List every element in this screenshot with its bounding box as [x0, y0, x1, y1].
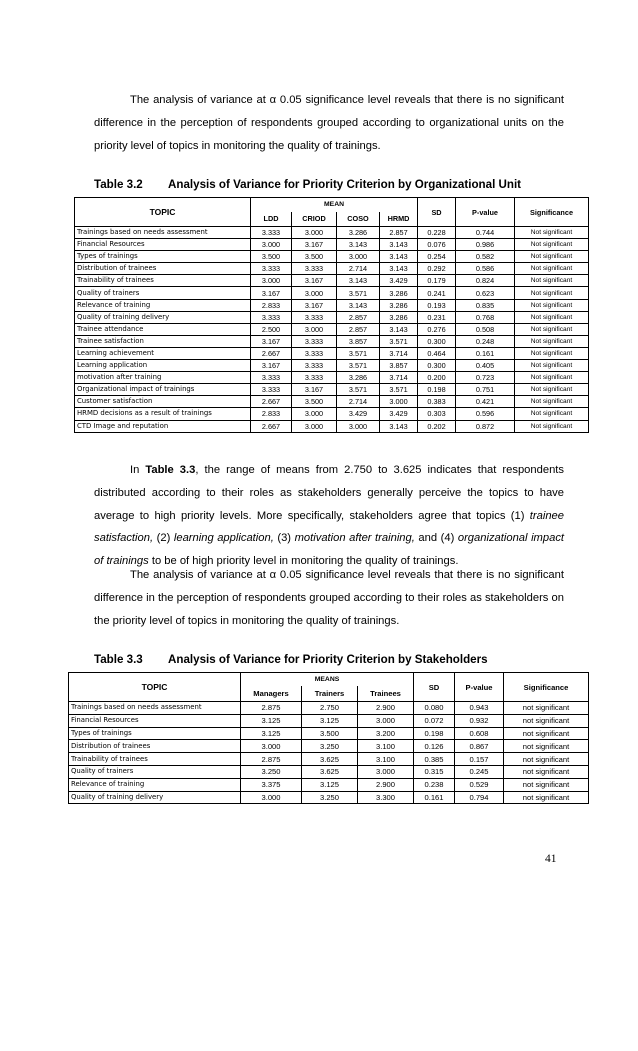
- mean-cell: 3.167: [251, 335, 292, 347]
- significance-cell: Not significant: [515, 408, 589, 420]
- mean-cell: 3.143: [337, 239, 380, 251]
- table-row: [69, 727, 589, 740]
- mean-cell: 2.875: [241, 753, 302, 766]
- sd-cell: 0.385: [414, 753, 455, 766]
- mean-group-header: MEAN: [251, 198, 418, 212]
- mean-cell: 3.143: [380, 323, 418, 335]
- significance-cell: Not significant: [515, 396, 589, 408]
- paragraph-anova-stakeholders: [94, 564, 564, 632]
- p-value-cell: 0.161: [456, 347, 515, 359]
- mean-cell: 3.333: [292, 360, 337, 372]
- topic-cell: Trainings based on needs assessment: [75, 227, 251, 239]
- p-value-cell: 0.421: [456, 396, 515, 408]
- table-row: [69, 702, 589, 715]
- topic-cell: Quality of training delivery: [69, 791, 241, 804]
- mean-cell: 3.000: [292, 287, 337, 299]
- mean-cell: 3.000: [358, 765, 414, 778]
- mean-cell: 3.500: [251, 251, 292, 263]
- mean-cell: 2.857: [337, 323, 380, 335]
- mean-cell: 3.429: [337, 408, 380, 420]
- topic-cell: Distribution of trainees: [69, 740, 241, 753]
- mean-cell: 3.857: [337, 335, 380, 347]
- topic-cell: motivation after training: [75, 372, 251, 384]
- significance-cell: not significant: [504, 714, 589, 727]
- sd-cell: 0.300: [418, 335, 456, 347]
- mean-cell: 3.167: [251, 287, 292, 299]
- mean-cell: 3.167: [251, 360, 292, 372]
- mean-cell: 3.167: [292, 384, 337, 396]
- mean-cell: 2.667: [251, 420, 292, 432]
- mean-cell: 3.143: [380, 263, 418, 275]
- significance-cell: Not significant: [515, 299, 589, 311]
- paragraph-anova-org-unit: [94, 89, 564, 157]
- significance-cell: Not significant: [515, 239, 589, 251]
- topic-cell: Distribution of trainees: [75, 263, 251, 275]
- means-group-header: MEANS: [241, 673, 414, 686]
- topic-cell: Trainability of trainees: [69, 753, 241, 766]
- mean-cell: 3.333: [251, 311, 292, 323]
- topic-cell: Financial Resources: [75, 239, 251, 251]
- p-value-cell: 0.245: [455, 765, 504, 778]
- topic-learning-application: learning application,: [173, 532, 274, 545]
- mean-cell: 3.857: [380, 360, 418, 372]
- sd-cell: 0.161: [414, 791, 455, 804]
- significance-cell: Not significant: [515, 275, 589, 287]
- mean-cell: 3.333: [251, 227, 292, 239]
- paragraph-2-text-c: (3): [273, 532, 295, 545]
- topic-cell: Quality of trainers: [69, 765, 241, 778]
- significance-cell: Not significant: [515, 311, 589, 323]
- mean-cell: 3.375: [241, 778, 302, 791]
- significance-cell: Not significant: [515, 372, 589, 384]
- table-number: Table 3.2: [94, 178, 143, 191]
- mean-cell: 3.571: [337, 347, 380, 359]
- mean-cell: 3.333: [251, 263, 292, 275]
- mean-cell: 3.143: [337, 275, 380, 287]
- mean-cell: 3.571: [337, 287, 380, 299]
- p-value-cell: 0.723: [456, 372, 515, 384]
- p-value-cell: 0.586: [456, 263, 515, 275]
- mean-cell: 3.286: [337, 227, 380, 239]
- table-row: [69, 753, 589, 766]
- sd-cell: 0.198: [418, 384, 456, 396]
- mean-cell: 3.571: [337, 360, 380, 372]
- mean-cell: 3.714: [380, 347, 418, 359]
- mean-cell: 2.667: [251, 347, 292, 359]
- topic-cell: Customer satisfaction: [75, 396, 251, 408]
- significance-cell: Not significant: [515, 335, 589, 347]
- significance-cell: Not significant: [515, 251, 589, 263]
- mean-cell: 3.143: [380, 420, 418, 432]
- table-row: [69, 714, 589, 727]
- table-row: [75, 311, 589, 323]
- sd-cell: 0.300: [418, 360, 456, 372]
- table-3-2: [74, 197, 589, 433]
- mean-cell: 2.714: [337, 263, 380, 275]
- mean-cell: 3.286: [380, 287, 418, 299]
- significance-cell: not significant: [504, 740, 589, 753]
- mean-cell: 3.167: [292, 275, 337, 287]
- mean-cell: 2.500: [251, 323, 292, 335]
- mean-cell: 2.857: [337, 311, 380, 323]
- mean-cell: 2.714: [337, 396, 380, 408]
- table-title: Analysis of Variance for Priority Criterion by Organizational Unit: [168, 178, 522, 191]
- mean-cell: 3.167: [292, 239, 337, 251]
- sd-cell: 0.292: [418, 263, 456, 275]
- mean-cell: 3.500: [302, 727, 358, 740]
- p-value-cell: 0.943: [455, 702, 504, 715]
- sd-cell: 0.076: [418, 239, 456, 251]
- mean-cell: 3.143: [380, 239, 418, 251]
- sd-header: SD: [418, 198, 456, 227]
- sd-cell: 0.238: [414, 778, 455, 791]
- topic-trainee-satisfaction: trainee satisfaction,: [94, 509, 564, 545]
- mean-cell: 3.000: [337, 420, 380, 432]
- p-value-cell: 0.744: [456, 227, 515, 239]
- sd-cell: 0.241: [418, 287, 456, 299]
- col-trainers-header: Trainers: [302, 686, 358, 702]
- col-coso-header: COSO: [337, 212, 380, 227]
- p-value-cell: 0.582: [456, 251, 515, 263]
- paragraph-3-text: The analysis of variance at α 0.05 significance level reveals that there is no significant difference in the perception of respondents grouped according to their roles as stakeholders on the priority level of topics in monitoring the quality of trainings.: [94, 569, 564, 627]
- mean-cell: 3.100: [358, 753, 414, 766]
- p-value-cell: 0.932: [455, 714, 504, 727]
- sd-cell: 0.080: [414, 702, 455, 715]
- mean-cell: 3.286: [380, 299, 418, 311]
- topic-cell: Organizational impact of trainings: [75, 384, 251, 396]
- table-row: [75, 323, 589, 335]
- mean-cell: 3.333: [292, 372, 337, 384]
- mean-cell: 3.571: [380, 384, 418, 396]
- mean-cell: 3.250: [241, 765, 302, 778]
- table-row: [75, 384, 589, 396]
- significance-cell: not significant: [504, 765, 589, 778]
- p-value-cell: 0.986: [456, 239, 515, 251]
- table-3-3-reference: Table 3.3: [145, 464, 196, 476]
- mean-cell: 3.625: [302, 765, 358, 778]
- mean-cell: 3.333: [292, 347, 337, 359]
- topic-cell: Types of trainings: [75, 251, 251, 263]
- mean-cell: 3.333: [292, 263, 337, 275]
- table-row: [75, 408, 589, 420]
- p-value-cell: 0.608: [455, 727, 504, 740]
- paragraph-2-text-a: , the range of means from 2.750 to 3.625 indicates that respondents distributed according to their roles as stakeholders generally perceive the topics to have average to high priority levels. More specifically, stakeholders agree that topics (1): [94, 464, 564, 522]
- mean-cell: 3.125: [302, 714, 358, 727]
- mean-cell: 3.333: [251, 384, 292, 396]
- mean-cell: 2.875: [241, 702, 302, 715]
- table-number: Table 3.3: [94, 653, 143, 666]
- p-value-cell: 0.794: [455, 791, 504, 804]
- table-row: [69, 740, 589, 753]
- topic-cell: Trainee satisfaction: [75, 335, 251, 347]
- table-row: [75, 263, 589, 275]
- mean-cell: 2.833: [251, 408, 292, 420]
- mean-cell: 3.429: [380, 408, 418, 420]
- table-row: [75, 227, 589, 239]
- topic-cell: Relevance of training: [69, 778, 241, 791]
- mean-cell: 3.286: [337, 372, 380, 384]
- mean-cell: 3.143: [380, 251, 418, 263]
- significance-cell: Not significant: [515, 420, 589, 432]
- mean-cell: 2.750: [302, 702, 358, 715]
- table-3-3: [68, 672, 589, 804]
- mean-cell: 3.714: [380, 372, 418, 384]
- table-row: [75, 335, 589, 347]
- sd-cell: 0.200: [418, 372, 456, 384]
- table-3-2-body: [75, 227, 589, 433]
- mean-cell: 3.000: [292, 227, 337, 239]
- significance-cell: not significant: [504, 778, 589, 791]
- p-value-cell: 0.405: [456, 360, 515, 372]
- topic-cell: Learning application: [75, 360, 251, 372]
- mean-cell: 3.000: [380, 396, 418, 408]
- table-row: [69, 765, 589, 778]
- topic-cell: CTD Image and reputation: [75, 420, 251, 432]
- significance-cell: Not significant: [515, 323, 589, 335]
- topic-cell: Quality of training delivery: [75, 311, 251, 323]
- p-value-cell: 0.623: [456, 287, 515, 299]
- page-number: 41: [545, 853, 557, 865]
- mean-cell: 3.143: [337, 299, 380, 311]
- mean-cell: 3.250: [302, 791, 358, 804]
- table-row: [75, 251, 589, 263]
- significance-cell: Not significant: [515, 384, 589, 396]
- table-3-3-body: [69, 702, 589, 804]
- mean-cell: 3.500: [292, 396, 337, 408]
- paragraph-2-text-b: (2): [153, 532, 174, 545]
- mean-cell: 3.333: [251, 372, 292, 384]
- significance-cell: Not significant: [515, 227, 589, 239]
- col-trainees-header: Trainees: [358, 686, 414, 702]
- paragraph-2-text-e: to be of high priority level in monitoring the quality of trainings.: [148, 555, 459, 568]
- sd-cell: 0.276: [418, 323, 456, 335]
- significance-cell: Not significant: [515, 347, 589, 359]
- p-value-cell: 0.835: [456, 299, 515, 311]
- p-value-cell: 0.508: [456, 323, 515, 335]
- paragraph-2-intro: In: [130, 464, 146, 476]
- significance-cell: Not significant: [515, 263, 589, 275]
- mean-cell: 3.167: [292, 299, 337, 311]
- paragraph-2-text-d: and (4): [414, 532, 458, 545]
- mean-cell: 3.000: [241, 740, 302, 753]
- topic-header: TOPIC: [75, 198, 251, 227]
- topic-cell: HRMD decisions as a result of trainings: [75, 408, 251, 420]
- mean-cell: 3.100: [358, 740, 414, 753]
- sd-cell: 0.228: [418, 227, 456, 239]
- mean-cell: 3.000: [251, 239, 292, 251]
- p-value-cell: 0.872: [456, 420, 515, 432]
- topic-cell: Learning achievement: [75, 347, 251, 359]
- table-3-3-caption: [94, 653, 488, 666]
- table-row: [75, 275, 589, 287]
- significance-header: Significance: [504, 673, 589, 702]
- sd-cell: 0.198: [414, 727, 455, 740]
- significance-cell: not significant: [504, 727, 589, 740]
- table-row: [69, 791, 589, 804]
- mean-cell: 2.900: [358, 778, 414, 791]
- table-row: [75, 287, 589, 299]
- table-row: [75, 420, 589, 432]
- table-row: [75, 396, 589, 408]
- mean-cell: 3.300: [358, 791, 414, 804]
- mean-cell: 3.125: [302, 778, 358, 791]
- table-row: [75, 239, 589, 251]
- paragraph-1-text: The analysis of variance at α 0.05 significance level reveals that there is no significant difference in the perception of respondents grouped according to organizational units on the priority level of topics in monitoring the quality of trainings.: [94, 94, 564, 152]
- topic-cell: Relevance of training: [75, 299, 251, 311]
- mean-cell: 3.000: [292, 408, 337, 420]
- mean-cell: 3.125: [241, 727, 302, 740]
- mean-cell: 3.000: [241, 791, 302, 804]
- topic-cell: Financial Resources: [69, 714, 241, 727]
- topic-cell: Trainee attendance: [75, 323, 251, 335]
- mean-cell: 3.571: [380, 335, 418, 347]
- p-value-cell: 0.824: [456, 275, 515, 287]
- sd-cell: 0.231: [418, 311, 456, 323]
- mean-cell: 2.667: [251, 396, 292, 408]
- significance-cell: not significant: [504, 702, 589, 715]
- mean-cell: 2.900: [358, 702, 414, 715]
- sd-cell: 0.464: [418, 347, 456, 359]
- topic-cell: Types of trainings: [69, 727, 241, 740]
- topic-motivation-after-training: motivation after training,: [294, 532, 415, 545]
- sd-header: SD: [414, 673, 455, 702]
- significance-cell: Not significant: [515, 360, 589, 372]
- sd-cell: 0.179: [418, 275, 456, 287]
- mean-cell: 3.000: [251, 275, 292, 287]
- mean-cell: 3.625: [302, 753, 358, 766]
- mean-cell: 3.250: [302, 740, 358, 753]
- p-value-cell: 0.248: [456, 335, 515, 347]
- topic-header: TOPIC: [69, 673, 241, 702]
- col-hrmd-header: HRMD: [380, 212, 418, 227]
- mean-cell: 2.857: [380, 227, 418, 239]
- table-row: [75, 347, 589, 359]
- p-value-cell: 0.768: [456, 311, 515, 323]
- sd-cell: 0.202: [418, 420, 456, 432]
- mean-cell: 3.286: [380, 311, 418, 323]
- topic-organizational-impact: organizational impact of trainings: [94, 532, 565, 568]
- mean-cell: 3.200: [358, 727, 414, 740]
- sd-cell: 0.383: [418, 396, 456, 408]
- topic-cell: Quality of trainers: [75, 287, 251, 299]
- topic-cell: Trainings based on needs assessment: [69, 702, 241, 715]
- mean-cell: 3.429: [380, 275, 418, 287]
- sd-cell: 0.126: [414, 740, 455, 753]
- col-criod-header: CRIOD: [292, 212, 337, 227]
- p-value-header: P-value: [455, 673, 504, 702]
- mean-cell: 3.000: [358, 714, 414, 727]
- col-managers-header: Managers: [241, 686, 302, 702]
- mean-cell: 3.500: [292, 251, 337, 263]
- p-value-cell: 0.157: [455, 753, 504, 766]
- mean-cell: 2.833: [251, 299, 292, 311]
- sd-cell: 0.254: [418, 251, 456, 263]
- table-title: Analysis of Variance for Priority Criterion by Stakeholders: [168, 653, 488, 666]
- p-value-header: P-value: [456, 198, 515, 227]
- sd-cell: 0.072: [414, 714, 455, 727]
- mean-cell: 3.333: [292, 335, 337, 347]
- sd-cell: 0.193: [418, 299, 456, 311]
- table-row: [75, 360, 589, 372]
- sd-cell: 0.315: [414, 765, 455, 778]
- significance-header: Significance: [515, 198, 589, 227]
- table-row: [75, 299, 589, 311]
- table-3-2-caption: [94, 178, 521, 191]
- mean-cell: 3.000: [292, 323, 337, 335]
- p-value-cell: 0.596: [456, 408, 515, 420]
- p-value-cell: 0.867: [455, 740, 504, 753]
- mean-cell: 3.333: [292, 311, 337, 323]
- sd-cell: 0.303: [418, 408, 456, 420]
- p-value-cell: 0.751: [456, 384, 515, 396]
- mean-cell: 3.000: [292, 420, 337, 432]
- paragraph-table-3-3-discussion: [94, 459, 564, 573]
- table-row: [69, 778, 589, 791]
- mean-cell: 3.000: [337, 251, 380, 263]
- significance-cell: not significant: [504, 791, 589, 804]
- significance-cell: not significant: [504, 753, 589, 766]
- table-row: [75, 372, 589, 384]
- mean-cell: 3.571: [337, 384, 380, 396]
- p-value-cell: 0.529: [455, 778, 504, 791]
- mean-cell: 3.125: [241, 714, 302, 727]
- col-ldd-header: LDD: [251, 212, 292, 227]
- significance-cell: Not significant: [515, 287, 589, 299]
- topic-cell: Trainability of trainees: [75, 275, 251, 287]
